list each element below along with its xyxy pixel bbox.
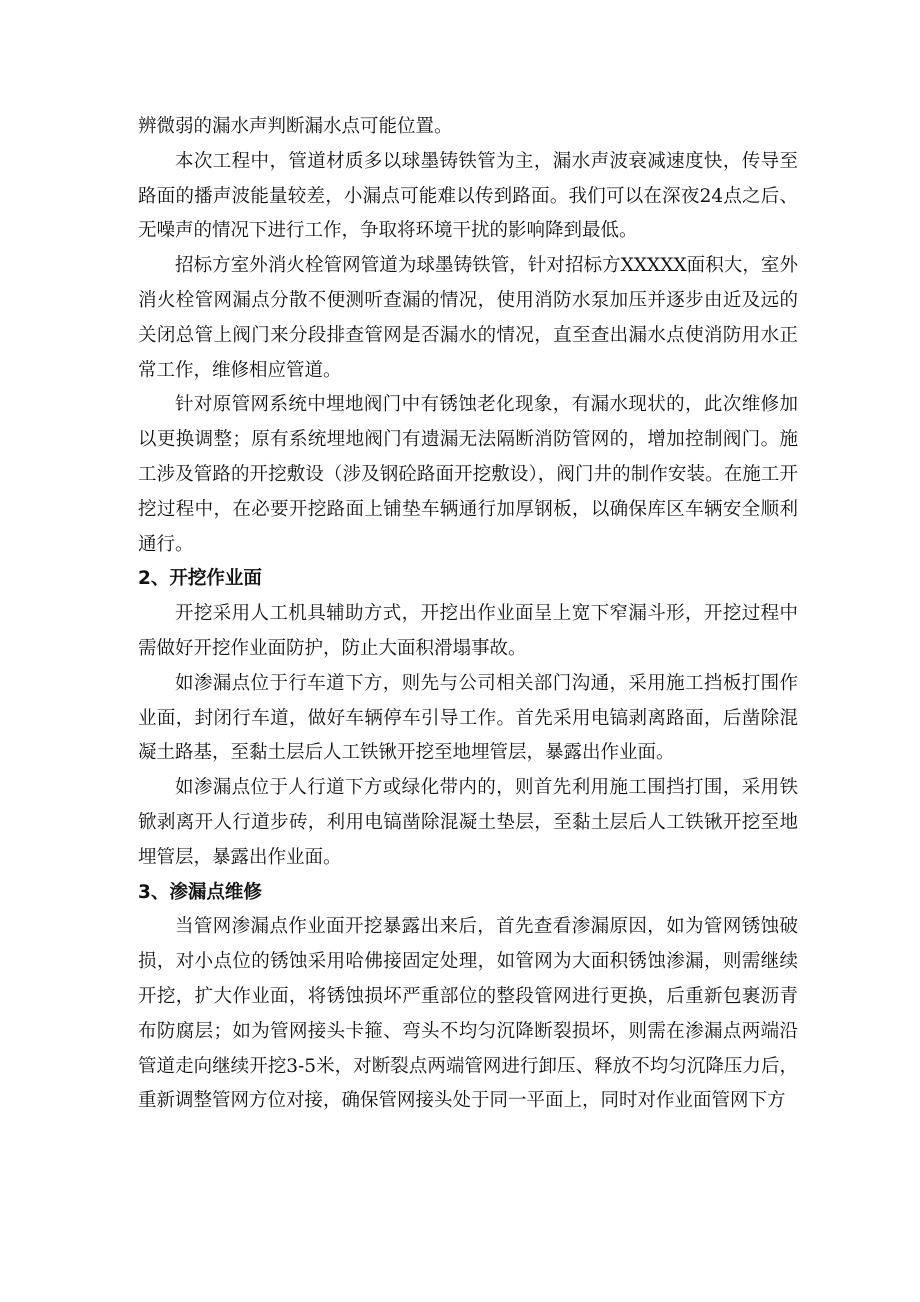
paragraph-continuation: 辨微弱的漏水声判断漏水点可能位置。 xyxy=(138,116,453,137)
section-heading-leak-repair: 3、渗漏点维修 xyxy=(138,881,262,903)
document-body xyxy=(138,110,798,1119)
paragraph-pipe-material: 本次工程中，管道材质多以球墨铸铁管为主，漏水声波衰减速度快，传导至路面的播声波能量较差，小漏点可能难以传到路面。我们可以在深夜24点之后、无噪声的情况下进行工作，争取将环境干扰的影响降到最低。 xyxy=(138,150,798,242)
section-heading-excavation: 2、开挖作业面 xyxy=(138,568,262,590)
paragraph-valve-replacement: 针对原管网系统中埋地阀门中有锈蚀老化现象，有漏水现状的，此次维修加以更换调整；原有系统埋地阀门有遗漏无法隔断消防管网的，增加控制阀门。施工涉及管路的开挖敷设（涉及钢砼路面开挖敷设），阀门井的制作安装。在施工开挖过程中，在必要开挖路面上铺垫车辆通行加厚钢板，以确保库区车辆安全顺利通行。 xyxy=(138,394,798,555)
paragraph-sidewalk-leak: 如渗漏点位于人行道下方或绿化带内的，则首先利用施工围挡打围，采用铁锨剥离开人行道步砖，利用电镐凿除混凝土垫层，至黏土层后人工铁锹开挖至地埋管层，暴露出作业面。 xyxy=(138,777,798,868)
paragraph-excavation-method: 开挖采用人工机具辅助方式，开挖出作业面呈上宽下窄漏斗形，开挖过程中需做好开挖作业面防护，防止大面积滑塌事故。 xyxy=(138,603,798,659)
paragraph-roadway-leak: 如渗漏点位于行车道下方，则先与公司相关部门沟通，采用施工挡板打围作业面，封闭行车道，做好车辆停车引导工作。首先采用电镐剥离路面，后凿除混凝土路基，至黏土层后人工铁锹开挖至地埋管层，暴露出作业面。 xyxy=(138,672,798,764)
paragraph-leak-repair: 当管网渗漏点作业面开挖暴露出来后，首先查看渗漏原因，如为管网锈蚀破损，对小点位的锈蚀采用哈佛接固定处理，如管网为大面积锈蚀渗漏，则需继续开挖，扩大作业面，将锈蚀损坏严重部位的整段管网进行更换，后重新包裹沥青布防腐层；如为管网接头卡箍、弯头不均匀沉降断裂损坏，则需在渗漏点两端沿管道走向继续开挖3-5米，对断裂点两端管网进行卸压、释放不均匀沉降压力后，重新调整管网方位对接，确保管网接头处于同一平面上，同时对作业面管网下方 xyxy=(138,916,798,1112)
paragraph-hydrant-network: 招标方室外消火栓管网管道为球墨铸铁管，针对招标方XXXXX面积大，室外消火栓管网漏点分散不便测听查漏的情况，使用消防水泵加压并逐步由近及远的关闭总管上阀门来分段排查管网是否漏水的情况，直至查出漏水点使消防用水正常工作，维修相应管道。 xyxy=(138,255,798,381)
